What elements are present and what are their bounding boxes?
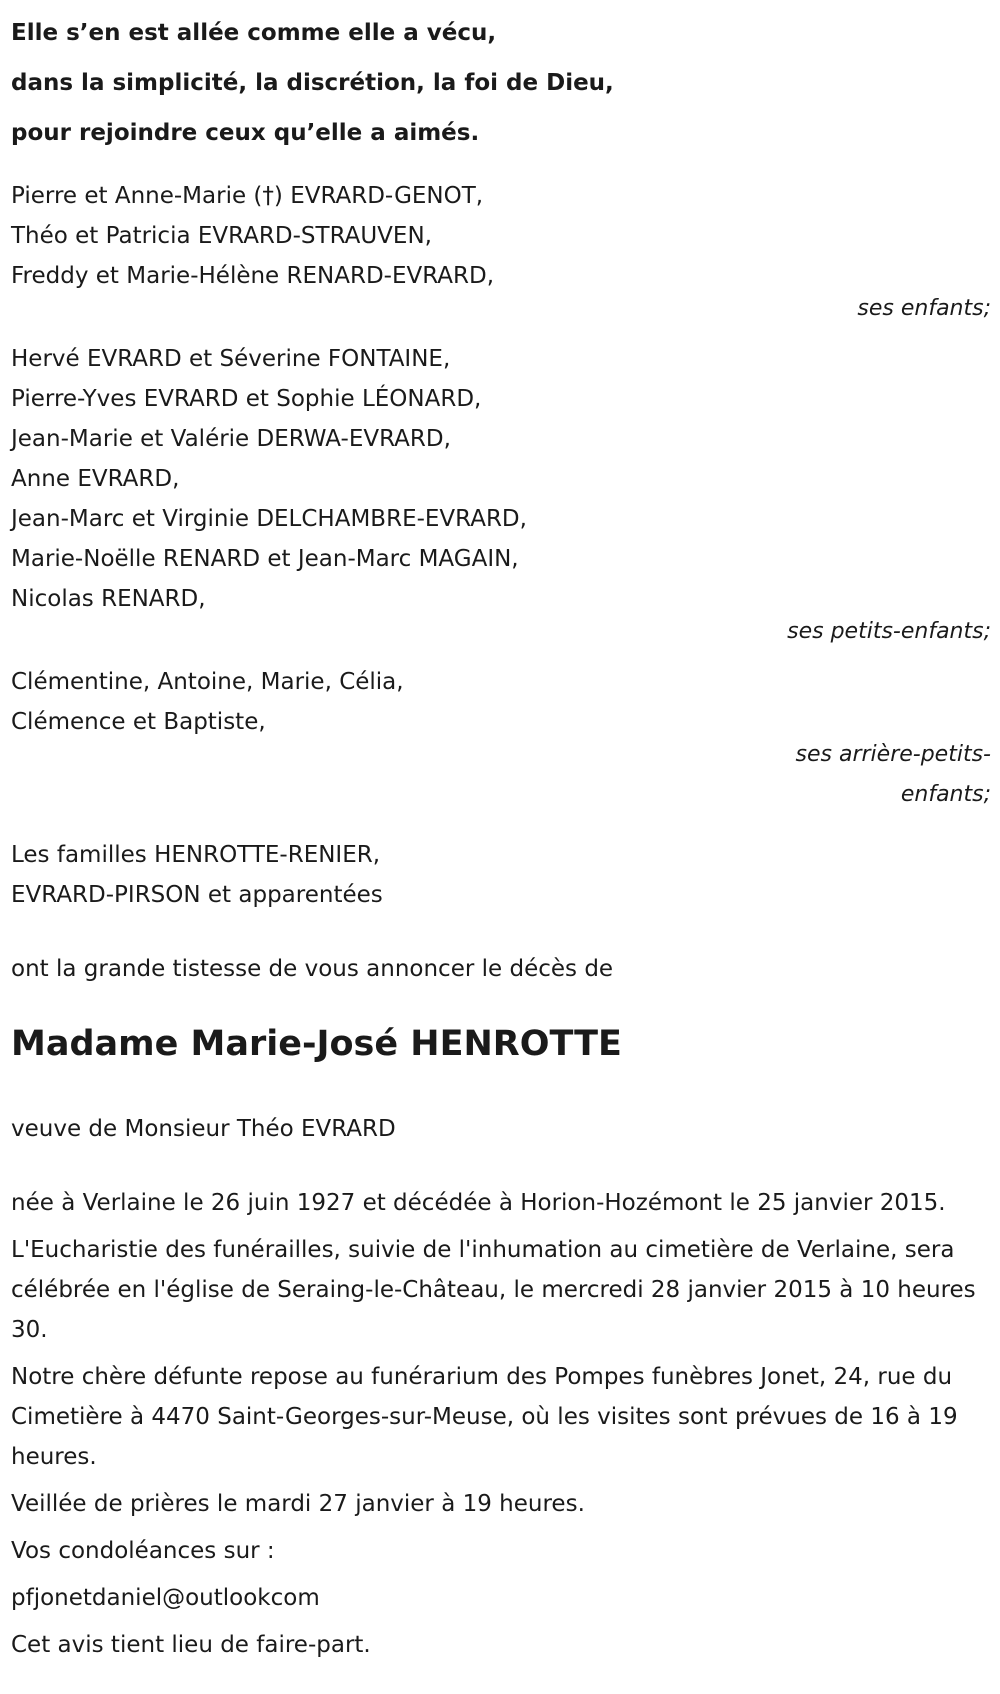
family-line: EVRARD-PIRSON et apparentées — [11, 882, 383, 908]
grandchildren-block — [11, 339, 991, 619]
family-line: Les familles HENROTTE-RENIER, — [11, 842, 381, 868]
intro-verse — [11, 8, 991, 158]
great-grandchildren-role — [11, 735, 991, 815]
family-line: Pierre et Anne-Marie (†) EVRARD-GENOT, — [11, 183, 484, 209]
email-address[interactable]: pfjonetdaniel@outlookcom — [11, 1585, 320, 1611]
family-line: Freddy et Marie-Hélène RENARD-EVRARD, — [11, 263, 495, 289]
closing-paragraph: Cet avis tient lieu de faire-part. — [11, 1632, 371, 1658]
obituary-notice — [11, 0, 991, 1665]
role-line: enfants; — [900, 782, 991, 807]
family-line: Clémentine, Antoine, Marie, Célia, — [11, 669, 404, 695]
intro-line: Elle s’en est allée comme elle a vécu, — [11, 20, 497, 46]
grandchildren-role: ses petits-enfants; — [787, 619, 991, 644]
great-grandchildren-block — [11, 662, 991, 742]
family-line: Marie-Noëlle RENARD et Jean-Marc MAGAIN, — [11, 546, 519, 572]
funerarium-paragraph: Notre chère défunte repose au funérarium des Pompes funèbres Jonet, 24, rue du Cimetière à 4470 Saint-Georges-sur-Meuse, où les visites sont prévues de 16 à 19 heures. — [11, 1364, 958, 1470]
vigil-paragraph: Veillée de prières le mardi 27 janvier à 19 heures. — [11, 1491, 585, 1517]
condolences-paragraph: Vos condoléances sur : — [11, 1538, 275, 1564]
family-line: Théo et Patricia EVRARD-STRAUVEN, — [11, 223, 432, 249]
family-line: Jean-Marc et Virginie DELCHAMBRE-EVRARD, — [11, 506, 527, 532]
family-line: Pierre-Yves EVRARD et Sophie LÉONARD, — [11, 386, 482, 412]
children-role: ses enfants; — [857, 296, 991, 321]
intro-line: pour rejoindre ceux qu’elle a aimés. — [11, 120, 480, 146]
funeral-paragraph: L'Eucharistie des funérailles, suivie de l'inhumation au cimetière de Verlaine, sera célébrée en l'église de Seraing-le-Château, le mercredi 28 janvier 2015 à 10 heures 30. — [11, 1237, 976, 1343]
families-block — [11, 835, 991, 915]
family-line: Anne EVRARD, — [11, 466, 180, 492]
birth-death-paragraph: née à Verlaine le 26 juin 1927 et décédée à Horion-Hozémont le 25 janvier 2015. — [11, 1190, 946, 1216]
deceased-name: Madame Marie-José HENROTTE — [11, 1024, 622, 1064]
family-line: Clémence et Baptiste, — [11, 709, 266, 735]
widow-of-text: veuve de Monsieur Théo EVRARD — [11, 1116, 396, 1142]
children-block — [11, 176, 991, 296]
intro-line: dans la simplicité, la discrétion, la foi de Dieu, — [11, 70, 614, 96]
family-line: Jean-Marie et Valérie DERWA-EVRARD, — [11, 426, 451, 452]
family-line: Hervé EVRARD et Séverine FONTAINE, — [11, 346, 451, 372]
family-line: Nicolas RENARD, — [11, 586, 206, 612]
announcement-text: ont la grande tistesse de vous annoncer le décès de — [11, 956, 614, 982]
role-line: ses arrière-petits- — [795, 742, 991, 767]
